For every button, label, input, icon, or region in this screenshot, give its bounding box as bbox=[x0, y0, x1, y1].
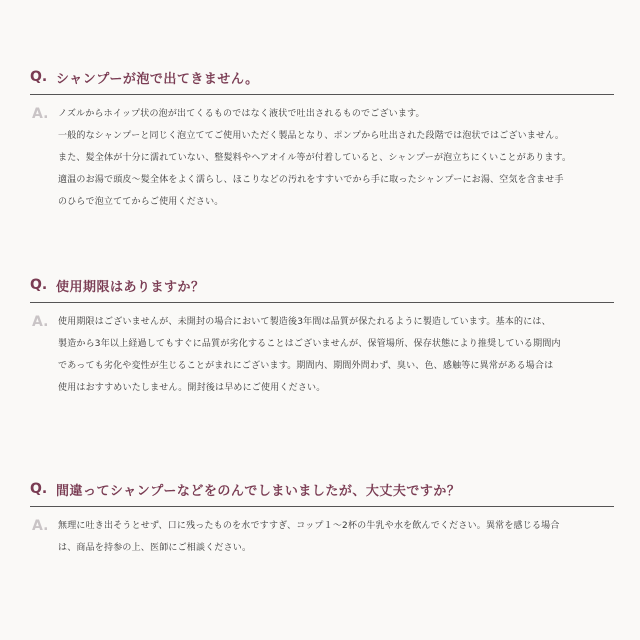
answer-text bbox=[58, 515, 628, 559]
answer-line: 一般的なシャンプーと同じく泡立ててご使用いただく製品となり、ポンプから吐出された段階では泡状ではございません。 bbox=[58, 131, 565, 141]
answer-line: 製造から3年以上経過してもすぐに品質が劣化することはございませんが、保管場所、保存状態により推奨している期間内 bbox=[58, 339, 561, 349]
answer-line: であっても劣化や変性が生じることがまれにございます。期間内、期間外問わず、臭い、色、感触等に異常がある場合は bbox=[58, 361, 554, 371]
question-text: 使用期限はありますか？ bbox=[56, 279, 205, 295]
answer-mark: A. bbox=[32, 314, 49, 330]
answer-mark: A. bbox=[32, 106, 49, 122]
answer-line: 使用はおすすめいたしません。開封後は早めにご使用ください。 bbox=[58, 383, 326, 393]
question-row bbox=[30, 478, 460, 500]
answer-line: 適温のお湯で頭皮～髪全体をよく濡らし、ほこりなどの汚れをすすいでから手に取ったシャンプーにお湯、空気を含ませ手 bbox=[58, 175, 564, 185]
question-row bbox=[30, 66, 259, 88]
question-divider bbox=[30, 94, 614, 95]
question-mark: Q. bbox=[30, 277, 48, 293]
question-mark: Q. bbox=[30, 481, 48, 497]
question-row bbox=[30, 274, 205, 296]
answer-line: 無理に吐き出そうとせず、口に残ったものを水ですすぎ、コップ１～2杯の牛乳や水を飲んでください。異常を感じる場合 bbox=[58, 521, 560, 531]
answer-line: ノズルからホイップ状の泡が出てくるものではなく液状で吐出されるものでございます。 bbox=[58, 109, 425, 119]
question-text: 間違ってシャンプーなどをのんでしまいましたが、大丈夫ですか？ bbox=[56, 483, 461, 499]
answer-line: のひらで泡立ててからご使用ください。 bbox=[58, 197, 224, 207]
question-mark: Q. bbox=[30, 69, 48, 85]
question-divider bbox=[30, 506, 614, 507]
answer-text bbox=[58, 311, 628, 399]
answer-mark: A. bbox=[32, 518, 49, 534]
answer-line: 使用期限はございませんが、未開封の場合において製造後3年間は品質が保たれるように製造しています。基本的には、 bbox=[58, 317, 551, 327]
answer-line: また、髪全体が十分に濡れていない、整髪料やヘアオイル等が付着していると、シャンプーが泡立ちにくいことがあります。 bbox=[58, 153, 572, 163]
question-divider bbox=[30, 302, 614, 303]
question-text: シャンプーが泡で出てきません。 bbox=[56, 71, 259, 87]
answer-line: は、商品を持参の上、医師にご相談ください。 bbox=[58, 543, 252, 553]
answer-text bbox=[58, 103, 628, 213]
